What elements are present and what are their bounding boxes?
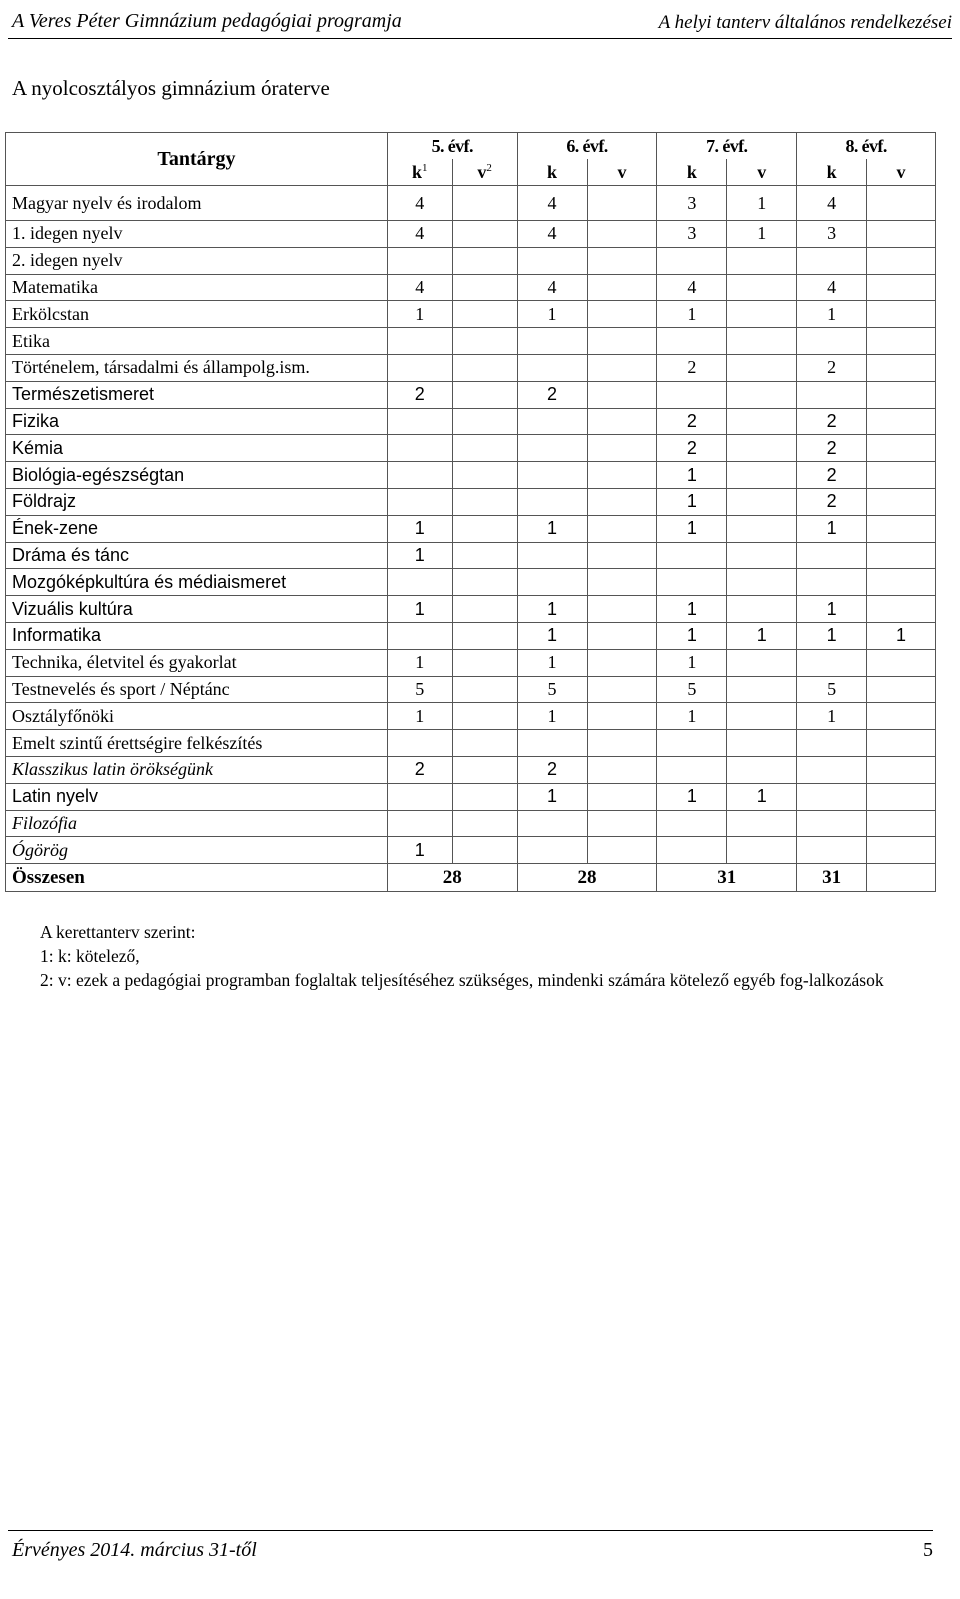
- header-right-text: A helyi tanterv általános rendelkezései: [658, 12, 952, 33]
- hours-cell: 1: [867, 622, 936, 649]
- hours-cell: 1: [387, 596, 452, 623]
- hours-cell: 1: [657, 488, 727, 515]
- hours-cell: [867, 515, 936, 542]
- hours-cell: [452, 676, 517, 703]
- hours-cell: [587, 837, 657, 864]
- hours-cell: 3: [657, 186, 727, 221]
- hours-cell: [727, 569, 797, 596]
- total-hours-cell: 31: [797, 864, 867, 892]
- year-header-8: 8. évf.: [797, 133, 936, 160]
- hours-cell: 2: [797, 408, 867, 435]
- hours-cell: 2: [797, 435, 867, 462]
- hours-cell: [727, 408, 797, 435]
- hours-cell: [517, 488, 587, 515]
- hours-cell: 1: [657, 649, 727, 676]
- hours-cell: [517, 462, 587, 489]
- hours-cell: [727, 462, 797, 489]
- table-row: [6, 837, 936, 864]
- hours-cell: [517, 569, 587, 596]
- hours-cell: [797, 756, 867, 783]
- table-row: [6, 703, 936, 730]
- hours-cell: 5: [517, 676, 587, 703]
- hours-cell: 1: [657, 783, 727, 810]
- hours-cell: [452, 274, 517, 301]
- hours-cell: [587, 435, 657, 462]
- hours-cell: [452, 408, 517, 435]
- hours-cell: [517, 354, 587, 381]
- footnote-1: 1: k: kötelező,: [40, 946, 140, 966]
- page-footer: [8, 1530, 933, 1571]
- hours-cell: [452, 756, 517, 783]
- subject-name: Etika: [6, 328, 388, 355]
- subject-name: Technika, életvitel és gyakorlat: [6, 649, 388, 676]
- hours-cell: [452, 596, 517, 623]
- hours-cell: [587, 221, 657, 248]
- hours-cell: [587, 810, 657, 837]
- subject-name: Magyar nyelv és irodalom: [6, 186, 388, 221]
- hours-cell: [727, 676, 797, 703]
- hours-cell: [587, 408, 657, 435]
- hours-cell: 2: [387, 381, 452, 408]
- hours-cell: [867, 783, 936, 810]
- footnote-2: 2: v: ezek a pedagógiai programban foglaltak teljesítéséhez szükséges, mindenki számára kötelező egyéb fog-lalkozások: [40, 970, 884, 990]
- hours-cell: [867, 756, 936, 783]
- table-row: [6, 381, 936, 408]
- hours-cell: [517, 837, 587, 864]
- hours-cell: [727, 488, 797, 515]
- hours-cell: 5: [657, 676, 727, 703]
- hours-cell: [452, 488, 517, 515]
- hours-cell: 1: [797, 301, 867, 328]
- hours-cell: 2: [657, 354, 727, 381]
- table-row: [6, 622, 936, 649]
- hours-cell: [867, 462, 936, 489]
- hours-cell: 1: [517, 703, 587, 730]
- subject-name: Mozgóképkultúra és médiaismeret: [6, 569, 388, 596]
- hours-cell: [587, 381, 657, 408]
- hours-cell: [517, 328, 587, 355]
- hours-cell: 1: [657, 515, 727, 542]
- table-row: [6, 649, 936, 676]
- hours-cell: [797, 810, 867, 837]
- hours-cell: 1: [517, 301, 587, 328]
- hours-cell: [867, 569, 936, 596]
- table-row: [6, 515, 936, 542]
- hours-cell: [387, 462, 452, 489]
- hours-cell: [727, 328, 797, 355]
- hours-cell: [452, 301, 517, 328]
- subject-name: Kémia: [6, 435, 388, 462]
- hours-cell: [727, 542, 797, 569]
- hours-cell: [727, 649, 797, 676]
- hours-cell: 4: [517, 274, 587, 301]
- sub-header-v-8: v: [867, 159, 936, 186]
- hours-cell: [657, 837, 727, 864]
- table-row: [6, 301, 936, 328]
- hours-cell: [587, 354, 657, 381]
- hours-cell: [587, 186, 657, 221]
- subject-name: Erkölcstan: [6, 301, 388, 328]
- sub-header-k-5: $k^1$: [387, 159, 452, 186]
- table-row: [6, 462, 936, 489]
- table-row: [6, 756, 936, 783]
- subject-name: Emelt szintű érettségire felkészítés: [6, 730, 388, 757]
- hours-cell: [867, 542, 936, 569]
- hours-cell: [727, 435, 797, 462]
- table-row: [6, 783, 936, 810]
- hours-cell: 1: [387, 837, 452, 864]
- hours-cell: 4: [517, 221, 587, 248]
- hours-cell: [867, 730, 936, 757]
- hours-cell: [727, 756, 797, 783]
- hours-cell: 1: [657, 596, 727, 623]
- hours-cell: [587, 301, 657, 328]
- hours-cell: [387, 435, 452, 462]
- hours-cell: [587, 703, 657, 730]
- footnotes: [40, 920, 920, 992]
- hours-cell: [452, 783, 517, 810]
- hours-cell: [657, 381, 727, 408]
- hours-cell: [727, 730, 797, 757]
- hours-cell: [387, 328, 452, 355]
- footnote-intro: A kerettanterv szerint:: [40, 922, 196, 942]
- year-header-5: 5. évf.: [387, 133, 517, 160]
- hours-cell: [797, 328, 867, 355]
- hours-cell: [452, 381, 517, 408]
- hours-cell: 1: [657, 622, 727, 649]
- hours-cell: [452, 354, 517, 381]
- hours-cell: [387, 354, 452, 381]
- sub-header-v-5: $v^2$: [452, 159, 517, 186]
- hours-cell: [452, 649, 517, 676]
- hours-cell: [727, 810, 797, 837]
- header-row-years: [6, 133, 936, 160]
- hours-cell: 1: [797, 622, 867, 649]
- total-hours-cell: 31: [657, 864, 797, 892]
- sub-header-k-6: k: [517, 159, 587, 186]
- hours-cell: [587, 649, 657, 676]
- total-label: Összesen: [6, 864, 388, 892]
- footer-validity-text: Érvényes 2014. március 31-től: [12, 1539, 257, 1561]
- hours-cell: 2: [387, 756, 452, 783]
- hours-cell: [657, 247, 727, 274]
- hours-cell: [867, 354, 936, 381]
- hours-cell: [452, 435, 517, 462]
- table-row: [6, 810, 936, 837]
- hours-cell: [867, 247, 936, 274]
- hours-cell: [797, 381, 867, 408]
- hours-cell: [452, 810, 517, 837]
- header-left-text: A Veres Péter Gimnázium pedagógiai programja: [12, 10, 402, 32]
- table-row: [6, 408, 936, 435]
- subject-column-header: Tantárgy: [6, 133, 388, 186]
- hours-cell: [587, 569, 657, 596]
- hours-cell: 1: [797, 515, 867, 542]
- hours-cell: 4: [387, 274, 452, 301]
- hours-cell: 4: [387, 186, 452, 221]
- subject-name: Informatika: [6, 622, 388, 649]
- subject-name: 2. idegen nyelv: [6, 247, 388, 274]
- hours-cell: [867, 676, 936, 703]
- table-row: [6, 569, 936, 596]
- hours-cell: 2: [517, 756, 587, 783]
- hours-cell: [727, 247, 797, 274]
- total-blank-cell: [867, 864, 936, 892]
- hours-cell: 4: [517, 186, 587, 221]
- hours-cell: [452, 328, 517, 355]
- hours-cell: [867, 408, 936, 435]
- table-row: [6, 354, 936, 381]
- hours-cell: [587, 274, 657, 301]
- hours-cell: [452, 542, 517, 569]
- subject-name: Matematika: [6, 274, 388, 301]
- hours-cell: [657, 569, 727, 596]
- hours-cell: [587, 622, 657, 649]
- subject-name: Biológia-egészségtan: [6, 462, 388, 489]
- hours-cell: [452, 462, 517, 489]
- hours-cell: [867, 301, 936, 328]
- hours-cell: [797, 783, 867, 810]
- hours-cell: [587, 328, 657, 355]
- hours-cell: 1: [657, 301, 727, 328]
- hours-cell: [797, 542, 867, 569]
- hours-cell: 1: [517, 622, 587, 649]
- hours-cell: [587, 488, 657, 515]
- hours-cell: [867, 488, 936, 515]
- hours-cell: [387, 488, 452, 515]
- hours-cell: [387, 569, 452, 596]
- hours-cell: [387, 730, 452, 757]
- hours-cell: 1: [727, 186, 797, 221]
- hours-cell: 1: [517, 783, 587, 810]
- hours-cell: [727, 274, 797, 301]
- subject-name: Természetismeret: [6, 381, 388, 408]
- hours-cell: 3: [797, 221, 867, 248]
- hours-cell: 1: [797, 703, 867, 730]
- hours-cell: 4: [797, 274, 867, 301]
- hours-cell: [587, 462, 657, 489]
- hours-cell: [452, 515, 517, 542]
- hours-cell: 1: [387, 542, 452, 569]
- hours-cell: [867, 596, 936, 623]
- hours-cell: 2: [657, 435, 727, 462]
- hours-cell: [727, 703, 797, 730]
- table-row: [6, 488, 936, 515]
- subject-name: Történelem, társadalmi és állampolg.ism.: [6, 354, 388, 381]
- hours-cell: [867, 328, 936, 355]
- hours-cell: [587, 542, 657, 569]
- hours-cell: [867, 837, 936, 864]
- subject-name: Osztályfőnöki: [6, 703, 388, 730]
- hours-cell: 1: [387, 649, 452, 676]
- hours-cell: [797, 649, 867, 676]
- hours-cell: [727, 381, 797, 408]
- year-header-6: 6. évf.: [517, 133, 657, 160]
- hours-cell: 5: [387, 676, 452, 703]
- table-row: [6, 435, 936, 462]
- hours-cell: 1: [387, 703, 452, 730]
- hours-cell: [867, 435, 936, 462]
- hours-cell: [657, 730, 727, 757]
- hours-cell: [657, 542, 727, 569]
- hours-cell: [587, 730, 657, 757]
- subject-name: Testnevelés és sport / Néptánc: [6, 676, 388, 703]
- sub-header-k-7: k: [657, 159, 727, 186]
- hours-cell: [452, 730, 517, 757]
- subject-name: Ógörög: [6, 837, 388, 864]
- hours-cell: 3: [657, 221, 727, 248]
- hours-cell: 4: [657, 274, 727, 301]
- subject-name: Fizika: [6, 408, 388, 435]
- hours-cell: [387, 408, 452, 435]
- hours-cell: 2: [517, 381, 587, 408]
- hours-cell: [587, 247, 657, 274]
- hours-cell: [517, 810, 587, 837]
- hours-cell: [867, 649, 936, 676]
- hours-cell: [797, 837, 867, 864]
- hours-cell: [727, 596, 797, 623]
- hours-cell: 2: [797, 354, 867, 381]
- hours-cell: [387, 783, 452, 810]
- hours-cell: [517, 435, 587, 462]
- page-number: 5: [923, 1539, 933, 1561]
- subject-name: Vizuális kultúra: [6, 596, 388, 623]
- table-row: [6, 676, 936, 703]
- total-row: [6, 864, 936, 892]
- hours-cell: [452, 703, 517, 730]
- hours-cell: [452, 837, 517, 864]
- hours-cell: 1: [657, 703, 727, 730]
- page-header: [8, 4, 952, 39]
- hours-cell: [587, 676, 657, 703]
- hours-cell: [867, 274, 936, 301]
- hours-cell: [867, 221, 936, 248]
- hours-cell: [452, 569, 517, 596]
- table-row: [6, 274, 936, 301]
- table-row: [6, 186, 936, 221]
- hours-cell: [452, 221, 517, 248]
- hours-cell: 1: [797, 596, 867, 623]
- subject-name: Latin nyelv: [6, 783, 388, 810]
- table-row: [6, 542, 936, 569]
- table-row: [6, 596, 936, 623]
- hours-cell: [867, 810, 936, 837]
- hours-cell: [657, 756, 727, 783]
- hours-cell: [867, 703, 936, 730]
- hours-cell: [727, 354, 797, 381]
- hours-cell: [867, 186, 936, 221]
- hours-cell: 1: [387, 301, 452, 328]
- subject-name: 1. idegen nyelv: [6, 221, 388, 248]
- hours-cell: 1: [727, 221, 797, 248]
- table-row: [6, 328, 936, 355]
- hours-cell: [797, 247, 867, 274]
- hours-cell: [797, 569, 867, 596]
- table-row: [6, 730, 936, 757]
- hours-cell: 2: [797, 488, 867, 515]
- sub-header-v-6: v: [587, 159, 657, 186]
- timetable: [5, 132, 936, 892]
- subject-name: Földrajz: [6, 488, 388, 515]
- hours-cell: [452, 186, 517, 221]
- subject-name: Dráma és tánc: [6, 542, 388, 569]
- subject-name: Ének-zene: [6, 515, 388, 542]
- hours-cell: [587, 783, 657, 810]
- hours-cell: [797, 730, 867, 757]
- year-header-7: 7. évf.: [657, 133, 797, 160]
- hours-cell: 2: [657, 408, 727, 435]
- hours-cell: [727, 837, 797, 864]
- hours-cell: [452, 622, 517, 649]
- hours-cell: [587, 756, 657, 783]
- hours-cell: 1: [517, 515, 587, 542]
- hours-cell: [387, 622, 452, 649]
- hours-cell: 1: [727, 783, 797, 810]
- subject-name: Klasszikus latin örökségünk: [6, 756, 388, 783]
- hours-cell: [727, 515, 797, 542]
- hours-cell: 1: [517, 649, 587, 676]
- hours-cell: [517, 730, 587, 757]
- hours-cell: [517, 408, 587, 435]
- hours-cell: [517, 542, 587, 569]
- hours-cell: 4: [797, 186, 867, 221]
- table-row: [6, 221, 936, 248]
- total-hours-cell: 28: [517, 864, 657, 892]
- sub-header-k-8: k: [797, 159, 867, 186]
- hours-cell: 4: [387, 221, 452, 248]
- hours-cell: 1: [657, 462, 727, 489]
- table-row: [6, 247, 936, 274]
- hours-cell: [657, 810, 727, 837]
- hours-cell: [867, 381, 936, 408]
- subject-name: Filozófia: [6, 810, 388, 837]
- hours-cell: [517, 247, 587, 274]
- hours-cell: [657, 328, 727, 355]
- hours-cell: 1: [727, 622, 797, 649]
- hours-cell: [587, 596, 657, 623]
- hours-cell: 5: [797, 676, 867, 703]
- hours-cell: 2: [797, 462, 867, 489]
- hours-cell: [727, 301, 797, 328]
- page-title: A nyolcosztályos gimnázium óraterve: [12, 76, 330, 100]
- hours-cell: [387, 247, 452, 274]
- hours-cell: 1: [517, 596, 587, 623]
- hours-cell: [452, 247, 517, 274]
- sub-header-v-7: v: [727, 159, 797, 186]
- total-hours-cell: 28: [387, 864, 517, 892]
- hours-cell: 1: [387, 515, 452, 542]
- hours-cell: [587, 515, 657, 542]
- hours-cell: [387, 810, 452, 837]
